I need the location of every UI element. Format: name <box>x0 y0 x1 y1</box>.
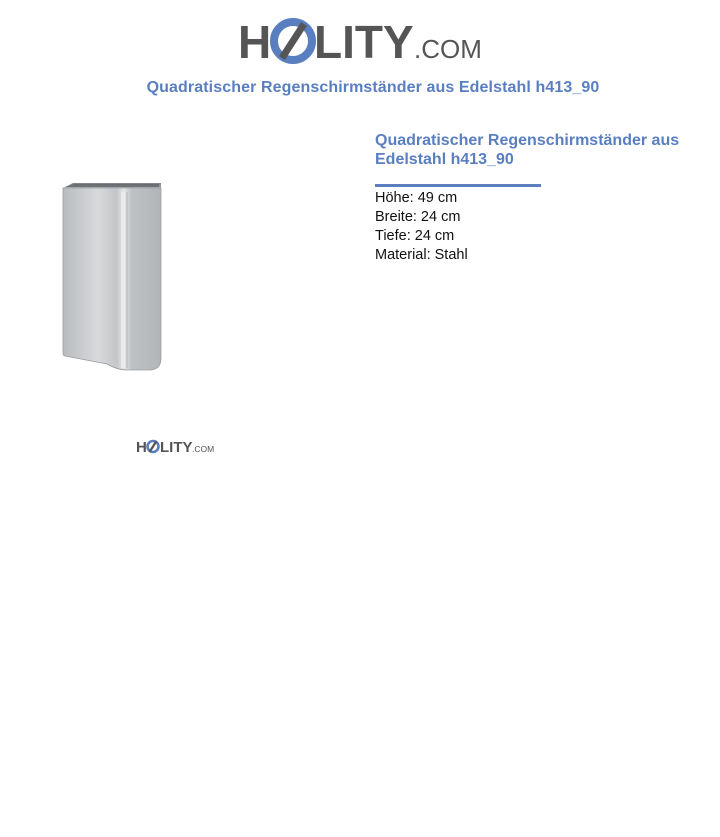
holity-logo-small <box>136 437 216 457</box>
svg-text:.COM: .COM <box>414 34 482 64</box>
title-divider <box>375 184 541 187</box>
svg-text:LITY: LITY <box>314 16 414 68</box>
svg-text:LITY: LITY <box>160 439 193 456</box>
svg-text:.COM: .COM <box>192 444 215 454</box>
product-details <box>375 131 705 265</box>
page-title: Quadratischer Regenschirmständer aus Edelstahl h413_90 <box>146 79 600 96</box>
spec-material: Material: Stahl <box>375 247 468 263</box>
product-image <box>55 178 170 378</box>
spec-depth: Tiefe: 24 cm <box>375 228 455 244</box>
spec-height: Höhe: 49 cm <box>375 190 458 206</box>
svg-text:H: H <box>238 16 272 68</box>
holity-logo <box>238 14 484 70</box>
product-name <box>375 131 705 169</box>
product-name-line1: Quadratischer Regenschirmständer aus <box>375 132 680 149</box>
svg-text:H: H <box>136 439 147 456</box>
product-name-line2: Edelstahl h413_90 <box>375 151 514 168</box>
spec-width: Breite: 24 cm <box>375 209 461 225</box>
